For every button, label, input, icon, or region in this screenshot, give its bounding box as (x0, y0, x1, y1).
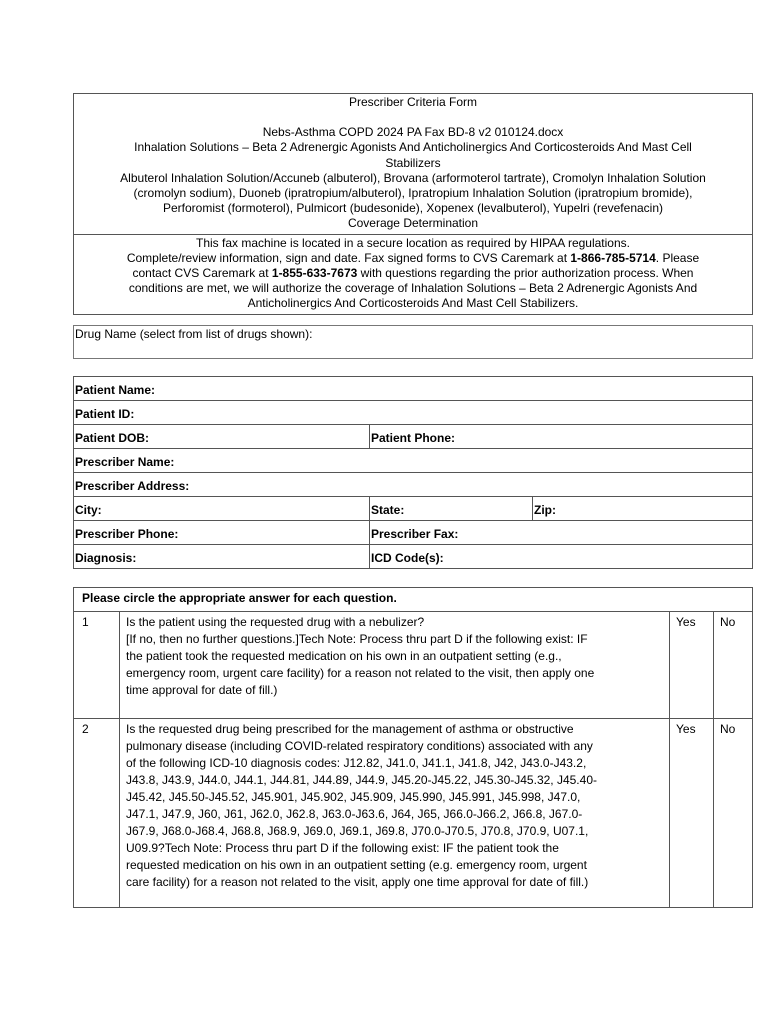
prescriber-address-label: Prescriber Address: (75, 479, 190, 493)
coverage-determination: Coverage Determination (347, 216, 479, 231)
answer-no[interactable]: No (714, 612, 753, 719)
question-text-line: of the following ICD-10 diagnosis codes: J12.82, J41.0, J41.1, J41.8, J42, J43.0-J43.2, (126, 756, 587, 770)
drug-class-line-b: Stabilizers (385, 155, 441, 170)
question-text-line: Is the patient using the requested drug with a nebulizer? (126, 615, 425, 629)
prescriber-address-field[interactable] (74, 473, 753, 497)
city-field[interactable] (74, 497, 370, 521)
state-field[interactable] (370, 497, 533, 521)
form-title: Prescriber Criteria Form (348, 95, 477, 109)
fax-number: 1-866-785-5714 (570, 250, 656, 265)
patient-info-table (73, 376, 753, 569)
diagnosis-field[interactable] (74, 545, 370, 569)
question-text (120, 719, 670, 908)
question-text-line: time approval for date of fill.) (126, 683, 278, 697)
questions-heading: Please circle the appropriate answer for each question. (74, 588, 753, 612)
zip-label: Zip: (534, 503, 556, 517)
questions-table (73, 587, 753, 908)
question-text (120, 612, 670, 719)
form-header-titles (74, 94, 752, 234)
question-number: 2 (74, 719, 120, 908)
question-text-line: J67.9, J68.0-J68.4, J68.8, J68.9, J69.0, J69.1, J69.8, J70.0-J70.5, J70.8, J70.9, U07.1, (126, 824, 589, 838)
answer-yes[interactable]: Yes (670, 719, 714, 908)
drug-class-line-a: Inhalation Solutions – Beta 2 Adrenergic Agonists And Anticholinergics And Corticosteroids And Mast Cell (134, 140, 692, 155)
patient-name-label: Patient Name: (75, 383, 156, 397)
notice-line-3-end: with questions regarding the prior authorization process. When (357, 266, 694, 281)
patient-phone-label: Patient Phone: (371, 431, 456, 445)
question-text-line: J43.8, J43.9, J44.0, J44.1, J44.81, J44.89, J44.9, J45.20-J45.22, J45.30-J45.32, J45.40- (126, 773, 597, 787)
question-text-line: care facility) for a reason not related to the visit, apply one time approval for date of fill.) (126, 875, 589, 889)
notice-line-3 (92, 266, 734, 281)
notice-line-3-text: contact CVS Caremark at (132, 266, 272, 281)
question-row-2 (74, 719, 753, 908)
fax-notice (74, 234, 752, 314)
patient-dob-label: Patient DOB: (75, 431, 150, 445)
patient-phone-field[interactable] (370, 425, 753, 449)
notice-line-4: conditions are met, we will authorize the coverage of Inhalation Solutions – Beta 2 Adrenergic Agonists And (128, 281, 698, 296)
question-text-line: [If no, then no further questions.]Tech Note: Process thru part D if the following exist: IF (126, 632, 588, 646)
answer-no[interactable]: No (714, 719, 753, 908)
icd-codes-field[interactable] (370, 545, 753, 569)
patient-dob-field[interactable] (74, 425, 370, 449)
drug-name-field[interactable] (73, 325, 753, 359)
notice-line-2-text: Complete/review information, sign and date. Fax signed forms to CVS Caremark at (126, 250, 571, 265)
question-text-line: the patient took the requested medication on his own in an outpatient setting (e.g., (126, 649, 562, 663)
form-header (73, 93, 753, 315)
prescriber-fax-label: Prescriber Fax: (371, 527, 459, 541)
phone-number: 1-855-633-7673 (271, 266, 358, 281)
drug-list-line-d: (cromolyn sodium), Duoneb (ipratropium/albuterol), Ipratropium Inhalation Solution (ipratropium bromide), (133, 186, 693, 201)
question-text-line: J47.1, J47.9, J60, J61, J62.0, J62.8, J63.0-J63.6, J64, J65, J66.0-J66.2, J66.8, J67.0- (126, 807, 583, 821)
prescriber-name-field[interactable] (74, 449, 753, 473)
question-text-line: J45.42, J45.50-J45.52, J45.901, J45.902, J45.909, J45.990, J45.991, J45.998, J47.0, (126, 790, 581, 804)
icd-codes-label: ICD Code(s): (371, 551, 444, 565)
diagnosis-label: Diagnosis: (75, 551, 137, 565)
zip-field[interactable] (533, 497, 753, 521)
question-text-line: emergency room, urgent care facility) for a reason not related to the visit, then apply one (126, 666, 595, 680)
question-text-line: Is the requested drug being prescribed for the management of asthma or obstructive (126, 722, 574, 736)
state-label: State: (371, 503, 405, 517)
question-text-line: U09.9?Tech Note: Process thru part D if the following exist: IF the patient took the (126, 841, 559, 855)
patient-name-field[interactable] (74, 377, 753, 401)
notice-line-5: Anticholinergics And Corticosteroids And Mast Cell Stabilizers. (247, 296, 579, 311)
notice-line-1: This fax machine is located in a secure location as required by HIPAA regulations. (195, 235, 630, 250)
prescriber-name-label: Prescriber Name: (75, 455, 175, 469)
drug-name-label: Drug Name (select from list of drugs shown): (75, 327, 313, 341)
drug-list-line-e: Perforomist (formoterol), Pulmicort (budesonide), Xopenex (levalbuterol), Yupelri (revefenacin) (163, 201, 663, 216)
question-number: 1 (74, 612, 120, 719)
prescriber-fax-field[interactable] (370, 521, 753, 545)
question-text-line: requested medication on his own in an outpatient setting (e.g. emergency room, urgent (126, 858, 587, 872)
drug-list-line-c: Albuterol Inhalation Solution/Accuneb (albuterol), Brovana (arformoterol tartrate), Cromolyn Inhalation Solution (120, 170, 706, 185)
notice-line-2 (92, 251, 734, 266)
prescriber-phone-field[interactable] (74, 521, 370, 545)
city-label: City: (75, 503, 102, 517)
patient-id-field[interactable] (74, 401, 753, 425)
question-text-line: pulmonary disease (including COVID-related respiratory conditions) associated with any (126, 739, 593, 753)
notice-line-2-end: . Please (655, 250, 700, 265)
prescriber-phone-label: Prescriber Phone: (75, 527, 179, 541)
answer-yes[interactable]: Yes (670, 612, 714, 719)
document-name: Nebs-Asthma COPD 2024 PA Fax BD-8 v2 010124.docx (262, 125, 564, 140)
patient-id-label: Patient ID: (75, 407, 135, 421)
question-row-1 (74, 612, 753, 719)
